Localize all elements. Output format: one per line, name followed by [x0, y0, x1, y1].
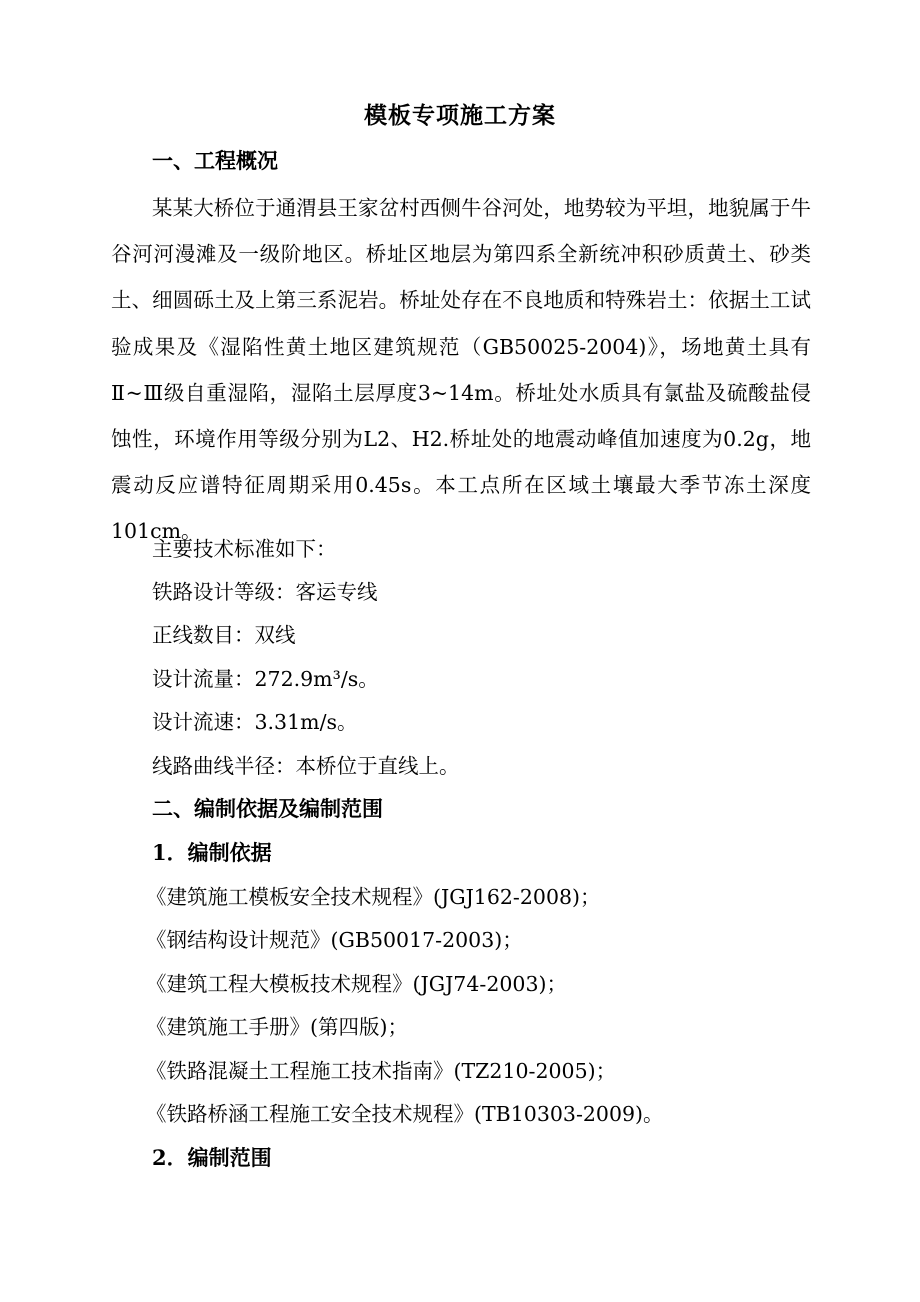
section-heading-basis-scope: 二、编制依据及编制范围 [152, 796, 383, 821]
subsection-heading-scope: 2．编制范围 [152, 1145, 272, 1170]
reference-item: 《铁路桥涵工程施工安全技术规程》(TB10303-2009)。 [146, 1102, 664, 1126]
standard-item-design-grade: 铁路设计等级：客运专线 [152, 580, 378, 604]
standards-intro: 主要技术标准如下： [152, 537, 337, 561]
standard-item-design-flow: 设计流量：272.9m³/s。 [152, 667, 379, 691]
document-title: 模板专项施工方案 [364, 102, 556, 129]
reference-item: 《钢结构设计规范》(GB50017-2003)； [146, 928, 523, 952]
reference-item: 《建筑施工模板安全技术规程》(JGJ162-2008)； [146, 885, 601, 909]
reference-item: 《建筑工程大模板技术规程》(JGJ74-2003)； [146, 972, 567, 996]
subsection-heading-basis: 1．编制依据 [152, 840, 272, 865]
overview-paragraph: 某某大桥位于通渭县王家岔村西侧牛谷河处，地势较为平坦，地貌属于牛谷河河漫滩及一级阶地区。桥址区地层为第四系全新统冲积砂质黄土、砂类土、细圆砾土及上第三系泥岩。桥址处存在不良地质和特殊岩土：依据土工试验成果及《湿陷性黄土地区建筑规范（GB50025-2004)》，场地黄土具有Ⅱ~Ⅲ级自重湿陷，湿陷土层厚度3~14m。桥址处水质具有氯盐及硫酸盐侵蚀性，环境作用等级分别为L2、H2.桥址处的地震动峰值加速度为0.2g，地震动反应谱特征周期采用0.45s。本工点所在区域土壤最大季节冻土深度101cm。 [111, 196, 811, 544]
section-heading-overview: 一、工程概况 [152, 148, 278, 173]
standard-item-design-velocity: 设计流速：3.31m/s。 [152, 710, 358, 734]
standard-item-curve-radius: 线路曲线半径：本桥位于直线上。 [152, 754, 460, 778]
reference-item: 《建筑施工手册》(第四版)； [146, 1015, 408, 1039]
standard-item-main-lines: 正线数目：双线 [152, 623, 296, 647]
reference-item: 《铁路混凝土工程施工技术指南》(TZ210-2005)； [146, 1059, 617, 1083]
